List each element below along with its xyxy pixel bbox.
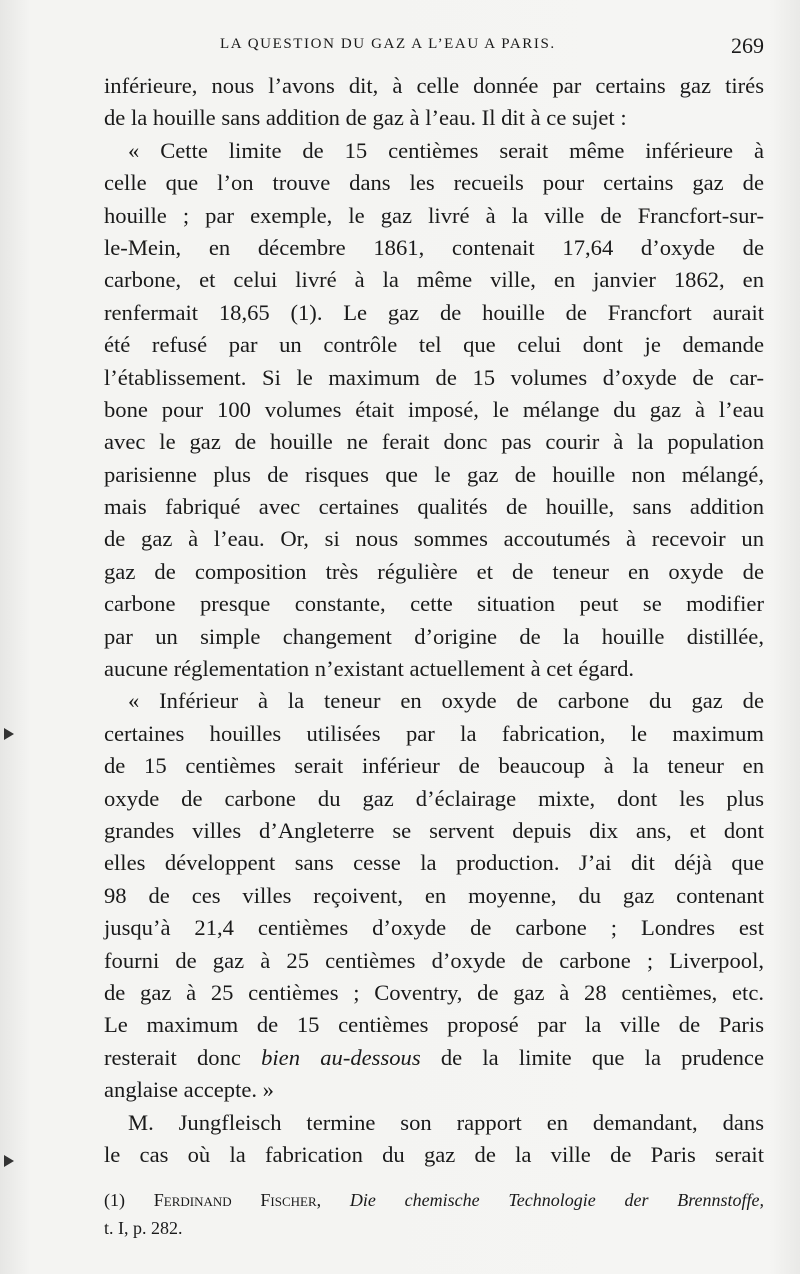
text-line: parisienne plus de risques que le gaz de houille non mélangé,	[104, 461, 764, 487]
text-line: par un simple changement d’origine de la houille distillée,	[104, 623, 764, 649]
margin-mark-arrow	[4, 1155, 14, 1167]
text-line: l’établissement. Si le maximum de 15 volumes d’oxyde de car-	[104, 364, 764, 390]
text-line: renfermait 18,65 (1). Le gaz de houille de Francfort aurait	[104, 299, 764, 325]
text-line: aucune réglementation n’existant actuellement à cet égard.	[104, 656, 635, 682]
text-line: celle que l’on trouve dans les recueils pour certains gaz de	[104, 170, 764, 196]
text-line: 98 de ces villes reçoivent, en moyenne, du gaz contenant	[104, 882, 764, 908]
italic-phrase: bien au-dessous	[261, 1044, 421, 1070]
text-line: mais fabriqué avec certaines qualités de houille, sans addition	[104, 494, 764, 520]
footnote-line-2: t. I, p. 282.	[104, 1218, 183, 1238]
text-line	[104, 1042, 764, 1074]
text-line: de gaz à 25 centièmes ; Coventry, de gaz à 28 centièmes, etc.	[104, 979, 764, 1005]
footnote-author: Ferdinand Fischer,	[153, 1190, 322, 1210]
footnote	[104, 1186, 764, 1242]
text-line: gaz de composition très régulière et de teneur en oxyde de	[104, 558, 764, 584]
page-header	[104, 33, 764, 58]
text-line: avec le gaz de houille ne ferait donc pas courir à la population	[104, 429, 764, 455]
text-line: « Inférieur à la teneur en oxyde de carbone du gaz de	[128, 688, 764, 714]
text-line: anglaise accepte. »	[104, 1077, 274, 1103]
text-line: carbone presque constante, cette situation peut se modifier	[104, 591, 764, 617]
text-line: de gaz à l’eau. Or, si nous sommes accoutumés à recevoir un	[104, 526, 764, 552]
text-line: « Cette limite de 15 centièmes serait même inférieure à	[128, 137, 764, 163]
text-line: le cas où la fabrication du gaz de la ville de Paris serait	[104, 1141, 764, 1167]
text-segment: resterait donc	[104, 1044, 262, 1070]
text-line: grandes villes d’Angleterre se servent depuis dix ans, et dont	[104, 817, 764, 843]
text-line: bone pour 100 volumes était imposé, le mélange du gaz à l’eau	[104, 396, 764, 422]
text-line: houille ; par exemple, le gaz livré à la ville de Francfort-sur-	[104, 202, 764, 228]
page-number: 269	[731, 33, 764, 58]
text-line: de la houille sans addition de gaz à l’eau. Il dit à ce sujet :	[104, 105, 627, 131]
text-line: elles développent sans cesse la production. J’ai dit déjà que	[104, 850, 764, 876]
text-line: le-Mein, en décembre 1861, contenait 17,64 d’oxyde de	[104, 234, 764, 260]
running-head: LA QUESTION DU GAZ A L’EAU A PARIS.	[220, 36, 556, 52]
text-line: été refusé par un contrôle tel que celui dont je demande	[104, 332, 764, 358]
footnote-line-1	[104, 1186, 764, 1214]
text-segment: de la limite que la prudence	[420, 1044, 764, 1070]
text-line: M. Jungfleisch termine son rapport en demandant, dans	[128, 1109, 764, 1135]
body-text	[104, 70, 764, 1171]
text-line: oxyde de carbone du gaz d’éclairage mixte, dont les plus	[104, 785, 764, 811]
footnote-marker: (1)	[104, 1190, 125, 1210]
footnote-title: Die chemische Technologie der Brennstoffe,	[349, 1190, 765, 1210]
margin-mark-arrow	[4, 728, 14, 740]
text-line: fourni de gaz à 25 centièmes d’oxyde de carbone ; Liverpool,	[104, 947, 764, 973]
text-line: certaines houilles utilisées par la fabrication, le maximum	[104, 720, 764, 746]
text-line: inférieure, nous l’avons dit, à celle donnée par certains gaz tirés	[104, 73, 764, 98]
text-line: carbone, et celui livré à la même ville, en janvier 1862, en	[104, 267, 764, 293]
text-line: Le maximum de 15 centièmes proposé par la ville de Paris	[104, 1012, 764, 1038]
text-line: jusqu’à 21,4 centièmes d’oxyde de carbone ; Londres est	[104, 915, 764, 941]
text-line: de 15 centièmes serait inférieur de beaucoup à la teneur en	[104, 753, 764, 779]
